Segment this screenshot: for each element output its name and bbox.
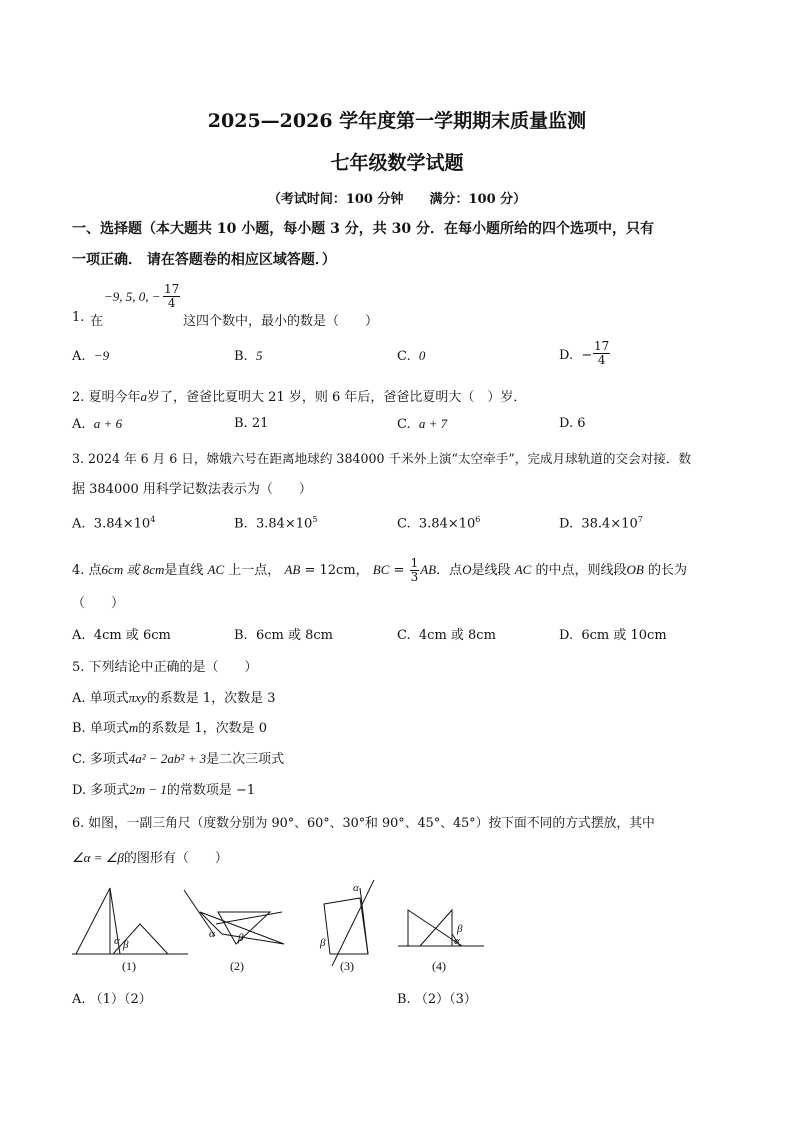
- q2-option-a: A. a + 6: [72, 416, 123, 432]
- section-heading-line2: 一项正确． 请在答题卷的相应区域答题．）: [72, 252, 336, 268]
- fig4-label: (4): [432, 959, 446, 973]
- figure-2: [184, 890, 284, 944]
- q4-option-d: D. 6cm 或 10cm: [559, 628, 667, 643]
- q2-option-b: B. 21: [234, 416, 269, 431]
- fig2-label: (2): [230, 959, 244, 973]
- q1-number: 1.: [72, 310, 85, 325]
- fig3-label: (3): [340, 959, 354, 973]
- q1-option-a: A. −9: [72, 348, 110, 364]
- q5-option-d: D. 多项式2m − 1的常数项是 −1: [72, 782, 256, 798]
- q2-option-d: D. 6: [559, 416, 586, 431]
- q3-option-c: C. $3.84\times 10^6$: [397, 515, 481, 532]
- q6-stem-line1: 6. 如图，一副三角尺（度数分别为 90°、60°、30°和 90°、45°、45°）按下面不同的方式摆放，其中: [72, 816, 655, 831]
- figure-4: [398, 910, 484, 946]
- fig1-alpha: α: [114, 935, 120, 947]
- q4-option-c: C. 4cm 或 8cm: [397, 628, 496, 643]
- q3-stem-line1: 3. 2024 年 6 月 6 日，嫦娥六号在距离地球约 384000 千米外上演“太空牵手”，完成月球轨道的交会对接．数: [72, 451, 692, 466]
- exam-info: （考试时间：100 分钟 满分：100 分）: [267, 192, 527, 207]
- q1-option-d: D. −: [559, 348, 593, 363]
- q1-pre: 在: [90, 314, 104, 329]
- q5-option-c: C. 多项式4a² − 2ab² + 3是二次三项式: [72, 751, 285, 767]
- q6-stem-line2: ∠α = ∠β的图形有（ ）: [72, 850, 228, 866]
- figure-3: [324, 880, 374, 966]
- fig3-beta: β: [320, 937, 326, 949]
- fig4-alpha: α: [454, 935, 460, 947]
- q6-figures: [68, 876, 498, 980]
- q6-option-a: A. （1）（2）: [72, 992, 152, 1007]
- q5-stem: 5. 下列结论中正确的是（ ）: [72, 660, 258, 675]
- section-heading-line1: 一、选择题（本大题共 10 小题，每小题 3 分，共 30 分．在每小题所给的四个选项中，只有: [72, 221, 654, 237]
- fig1-label: (1): [122, 959, 136, 973]
- fig2-alpha: α: [209, 928, 215, 940]
- q1-option-d-fraction: $\frac{17}{4}$: [594, 339, 610, 367]
- q1-fraction: $\frac{17}{4}$: [164, 282, 180, 310]
- q5-option-a: A. 单项式πxy的系数是 1，次数是 3: [72, 690, 276, 706]
- q1-option-c: C. 0: [397, 348, 426, 364]
- fig3-alpha: α: [353, 882, 359, 894]
- q3-option-d: D. $38.4\times 10^7$: [559, 515, 643, 532]
- q5-option-b: B. 单项式m的系数是 1，次数是 0: [72, 720, 268, 736]
- exam-title: 2025—2026 学年度第一学期期末质量监测: [207, 110, 587, 132]
- q4-stem: 4. 点6cm 或 8cm是直线 AC 上一点， AB = 12cm， BC = $\frac{1}{3}$ AB．点O是线段 AC 的中点，则线段OB 的长为: [72, 556, 687, 584]
- exam-subtitle: 七年级数学试题: [330, 152, 464, 174]
- q6-option-b: B. （2）（3）: [397, 992, 477, 1007]
- q1-number-list: −9, 5, 0, −: [104, 289, 161, 304]
- fig1-beta: β: [123, 939, 129, 951]
- fig2-beta: β: [238, 932, 244, 944]
- q3-stem-line2: 据 384000 用科学记数法表示为（ ）: [72, 482, 312, 497]
- q4-option-b: B. 6cm 或 8cm: [234, 628, 333, 643]
- fig4-beta: β: [457, 923, 463, 935]
- figure-1: [72, 888, 188, 954]
- q1-option-b: B. 5: [234, 348, 263, 364]
- q3-option-a: A. $3.84\times 10^4$: [72, 515, 156, 532]
- q2-stem: 2. 夏明今年a岁了，爸爸比夏明大 21 岁，则 6 年后，爸爸比夏明大（ ）岁．: [72, 389, 527, 405]
- q4-stem-line2: （ ）: [72, 596, 125, 611]
- q1-post: 这四个数中，最小的数是（ ）: [183, 314, 379, 329]
- q2-option-c: C. a + 7: [397, 416, 448, 432]
- q4-option-a: A. 4cm 或 6cm: [72, 628, 171, 643]
- q3-option-b: B. $3.84\times 10^5$: [234, 515, 318, 532]
